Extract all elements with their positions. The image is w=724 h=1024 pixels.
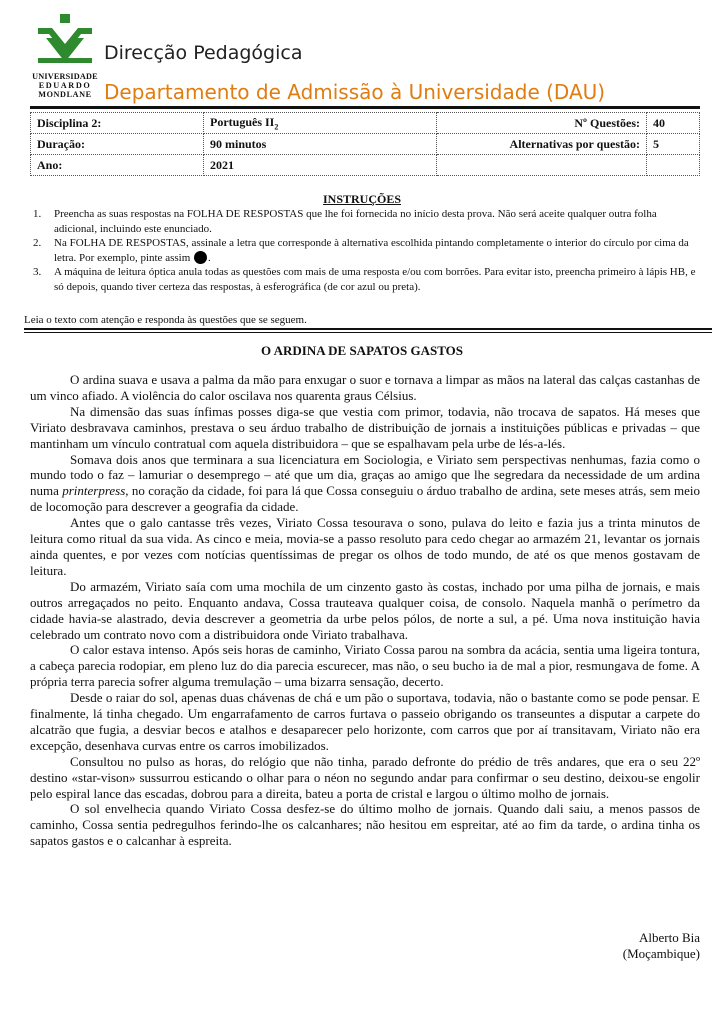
ano-value: 2021 [204,155,437,176]
story-paragraph: Antes que o galo cantasse três vezes, Viriato Cossa tesourava o sono, pulava do leito e fazia jus a trinta minutos de leitura como ritual da sua vida. As cinco e meia, movia-se a passo resoluto para cedo chegar ao armazém 21, levantar os jornais ainda quentes, e por vezes com notícias quentíssimas de pregar os olhos de todo mundo, de até os que menos gostavam de leitura. [30,515,700,578]
direction-title: Direcção Pedagógica [104,42,303,64]
author-origin: (Moçambique) [622,946,700,961]
instruction-text: A máquina de leitura óptica anula todas as questões com mais de uma resposta e/ou com borrões. Para evitar isto, preencha primeiro à lápis HB, e só depois, quando tiver certeza das respostas, à esferográfica (de cor azul ou preta). [54,266,696,293]
instruction-item [30,236,700,265]
empty-cell [437,155,647,176]
page-header [30,8,700,104]
disciplina-label: Disciplina 2: [31,113,204,134]
story-body [30,372,700,849]
italic-term: printerpress [62,483,126,499]
instruction-number: 2. [33,237,42,249]
story-paragraph: Somava dois anos que terminara a sua licenciatura em Sociologia, e Viriato sem perspectivas nenhumas, fazia como o mundo todo o faz – lamuriar o desemprego – até que um dia, graças ao amigo que lhe segredara da necessidade de um ardina numa printerpress, no coração da cidade, foi para lá que Cossa conseguiu o árduo trabalho de ardina, sete meses atrás, sem meio de locomoção para descrever a geografia da cidade. [30,451,701,515]
story-paragraph: Do armazém, Viriato saía com uma mochila de um cinzento gasto às costas, inchado por uma pilha de jornais, e mais outros arregaçados no peito. Enquanto andava, Cossa trauteava qualquer coisa, de consolo. Naquela manhã o perímetro da cidade havia-se alastrado, devia descrever a geometria da urbe pelos pólos, de norte a sul, a pé. Uma nova instituição havia celebrado um contrato novo com a distribuidora onde Viriato trabalhava. [30,578,700,642]
header-divider [30,106,700,109]
instruction-text-end: . [208,251,211,264]
instructions-title: INSTRUÇÕES [322,192,402,206]
uem-logo [30,8,100,104]
reading-note: Leia o texto com atenção e responda às questões que se seguem. [24,314,307,326]
story-paragraph: O sol envelhecia quando Viriato Cossa desfez-se do último molho de jornais. Quando dali saiu, a menos passos de caminho, Cossa sentia pedregulhos ferindo-lhe os calcanhares; não hesitou em espreitar, até ao fim da tarde, o ardina tinha os sapatos gastos e o calcanhar à espreita. [30,801,700,849]
duracao-label: Duração: [31,134,204,155]
filled-circle-icon [194,251,207,264]
info-row-ano [31,155,700,176]
section-divider [24,332,712,333]
disciplina-value: Português $II_2$ [204,113,437,134]
story-paragraph: O ardina suava e usava a palma da mão para enxugar o suor e tornava a limpar as mãos na lateral das calças castanhas de um vinco afiado. A violência do calor oscilava nos quarenta graus Célsius. [30,372,700,403]
uem-logo-icon [36,14,94,64]
info-row-disciplina [31,113,700,134]
nquestoes-label: Nº Questões: [437,113,647,134]
nquestoes-value: 40 [647,113,700,134]
logo-text-line-1: UNIVERSIDADE [32,72,98,81]
department-title: Departamento de Admissão à Universidade (DAU) [104,80,606,104]
instructions-list [30,207,700,294]
story-paragraph: Desde o raiar do sol, apenas duas chávenas de chá e um pão o suportava, todavia, não o bastante como se pode pensar. E finalmente, lá tinha chegado. Um engarrafamento de carros furtava o passeio obrigando os transeuntes a disputar a carpete do alcatrão que fugia, a desviar becos e atalhos e desaparecer pelo horizonte, com carros que por aí transitavam, Viriato não era excepção, desenhava curvas entre os carros imobilizados. [30,690,700,753]
story-paragraph: O calor estava intenso. Após seis horas de caminho, Viriato Cossa parou na sombra da acácia, sentia uma ligeira tontura, a cabeça parecia rodopiar, em pleno luz do dia parecia escurecer, mas não, o seu bucho ia de mal a pior, resmungava de fome. A própria terra parecia sofrer alguma tremulação – uma bizarra sensação, decerto. [30,642,700,690]
section-divider [24,328,712,330]
logo-text-line-2: EDUARDO [38,81,92,90]
story-title: O ARDINA DE SAPATOS GASTOS [260,343,464,358]
duracao-value: 90 minutos [204,134,437,155]
logo-text-line-3: MONDLANE [38,90,92,99]
author-name: Alberto Bia [638,930,700,945]
instruction-number: 1. [33,208,42,220]
alternativas-label: Alternativas por questão: [437,134,647,155]
story-attribution [623,930,700,962]
empty-cell [647,155,700,176]
story-paragraph: Consultou no pulso as horas, do relógio que não tinha, parado defronte do prédio de três andares, que era o seu 22º destino «star-vison» sussurrou esticando o olhar para o néon no segundo andar para confirmar o seu destino, deixou-se engolir pelo espiral lance das escadas, dobrou para a direita, bateu a porta de cristal e largou o último molho de jornais. [30,753,700,801]
alternativas-value: 5 [647,134,700,155]
instruction-text: Na FOLHA DE RESPOSTAS, assinale a letra que corresponde à alternativa escolhida pintando completamente o interior do círculo por cima da letra. Por exemplo, pinte assim [54,237,689,264]
story-paragraph: Na dimensão das suas ínfimas posses diga-se que vestia com primor, todavia, não trocava de sapatos. Há meses que Viriato desbravava caminhos, prestava o seu árduo trabalho de distribuição de jornais a instituições públicas e privadas – que mantinham um vínculo contratual com aquela distribuidora – que se espalhavam pela urbe de lés-a-lés. [30,403,700,451]
instruction-number: 3. [33,266,42,278]
instruction-item [30,207,700,236]
info-row-duracao [31,134,700,155]
exam-info-table [30,112,700,176]
ano-label: Ano: [31,155,204,176]
instruction-text: Preencha as suas respostas na FOLHA DE RESPOSTAS que lhe foi fornecida no início desta prova. Não será aceite qualquer outra folha adicional, incluindo este enunciado. [54,208,657,235]
instruction-item [30,265,700,294]
